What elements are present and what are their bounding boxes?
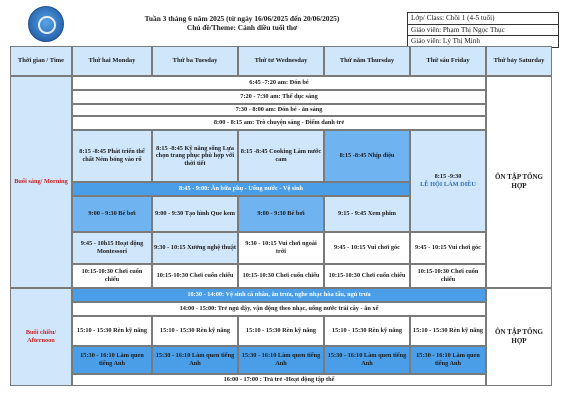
tue-activity-a: 8:15 -8:45 Kỹ năng sống Lựa chọn trang phục phù hợp với thời tiết [152,130,238,182]
saturday-morning: ÔN TẬP TỔNG HỢP [486,76,552,288]
theme-line: Chủ đề/Theme: Cánh diều tuổi thơ [186,23,298,32]
fri-festival-time: 8:15 -9:30 [434,173,462,181]
session-morning: Buổi sáng/ Morning [10,76,72,288]
thu-activity-d: 10:15-10:30 Chơi cuốn chiếu [324,264,410,288]
fri-pm-b: 15:30 - 16:10 Làm quen tiếng Anh [410,346,486,374]
class-info [407,12,559,48]
thu-activity-a: 8:15 -8:45 Nhịp điệu [324,130,410,182]
mon-pm-a: 15:10 - 15:30 Rèn kỹ năng [72,316,152,346]
row-breakfast: 7:30 - 8:00 am: Đón bé - ăn sáng [72,104,486,116]
row-wake-up: 14:00 - 15:00: Trẻ ngủ dậy, vận động theo nhạc, uống nước trái cây - ăn xế [72,302,486,316]
mon-activity-a: 8:15 -8:45 Phát triển thể chất Ném bóng vào rổ [72,130,152,182]
thu-pm-a: 15:10 - 15:30 Rèn kỹ năng [324,316,410,346]
row-snack: 8:45 - 9:00: Ăn bữa phụ - Uống nước - Vệ sinh [72,182,410,196]
fri-festival-name: LỄ HỘI LÀM DIỀU [420,181,476,188]
header-thursday: Thứ năm Thursday [324,46,410,76]
tue-activity-c: 9:30 - 10:15 Xưởng nghệ thuật [152,232,238,264]
fri-activity-c: 9:45 - 10:15 Vui chơi góc [410,232,486,264]
row-morning-talk: 8:00 - 8:15 am: Trò chuyện sáng - Điểm danh trẻ [72,116,486,130]
header-friday: Thứ sáu Friday [410,46,486,76]
session-afternoon: Buổi chiều/ Afternoon [10,288,72,386]
tue-pm-a: 15:10 - 15:30 Rèn kỹ năng [152,316,238,346]
header-monday: Thứ hai Monday [72,46,152,76]
teacher-1: Giáo viên: Phạm Thị Ngọc Thục [408,25,559,37]
fri-pm-a: 15:10 - 15:30 Rèn kỹ năng [410,316,486,346]
tue-activity-b: 9:00 - 9:30 Tạo hình Que kem [152,196,238,232]
wed-activity-d: 10:15-10:30 Chơi cuốn chiếu [238,264,324,288]
saturday-afternoon: ÔN TẬP TỔNG HỢP [486,288,552,386]
tue-pm-b: 15:30 - 16:10 Làm quen tiếng Anh [152,346,238,374]
week-line: Tuần 3 tháng 6 năm 2025 (từ ngày 16/06/2025 đến 20/06/2025) [144,14,340,23]
schedule-title [92,14,392,32]
mon-pm-b: 15:30 - 16:10 Làm quen tiếng Anh [72,346,152,374]
header-time: Thời gian / Time [10,46,72,76]
thu-activity-c: 9:45 - 10:15 Vui chơi góc [324,232,410,264]
row-lunch-nap: 10:30 - 14:00: Vệ sinh cá nhân, ăn trưa, nghe nhạc hòa tấu, ngủ trưa [72,288,486,302]
header-wednesday: Thứ tư Wednesday [238,46,324,76]
row-morning-exercise: 7:20 - 7:30 am: Thể dục sáng [72,90,486,104]
thu-pm-b: 15:30 - 16:10 Làm quen tiếng Anh [324,346,410,374]
mon-activity-b: 9:00 - 9:30 Bé bơi [72,196,152,232]
class-label: Lớp/ Class: Chồi 1 (4-5 tuổi) [408,13,559,25]
thu-activity-b: 9:15 - 9:45 Xem phim [324,196,410,232]
wed-activity-c: 9:30 - 10:15 Vui chơi ngoài trời [238,232,324,264]
header-saturday: Thứ bảy Saturday [486,46,552,76]
header-tuesday: Thứ ba Tuesday [152,46,238,76]
mon-activity-c: 9:45 - 10h15 Hoạt động Montessori [72,232,152,264]
row-pick-up: 16:00 - 17:00 : Trả trẻ -Hoạt động tập thể [72,374,486,386]
tue-activity-d: 10:15-10:30 Chơi cuốn chiếu [152,264,238,288]
fri-activity-d: 10:15-10:30 Chơi cuốn chiếu [410,264,486,288]
mon-activity-d: 10:15-10:30 Chơi cuốn chiếu [72,264,152,288]
wed-activity-b: 9:00 - 9:30 Bé bơi [238,196,324,232]
wed-pm-b: 15:30 - 16:10 Làm quen tiếng Anh [238,346,324,374]
wed-activity-a: 8:15 -8:45 Cooking Làm nước cam [238,130,324,182]
school-logo [28,6,64,42]
wed-pm-a: 15:10 - 15:30 Rèn kỹ năng [238,316,324,346]
row-drop-off: 6:45 -7:20 am: Đón bé [72,76,486,90]
teacher-2: Giáo viên: Lý Thị Minh [408,36,559,48]
fri-festival [410,130,486,232]
